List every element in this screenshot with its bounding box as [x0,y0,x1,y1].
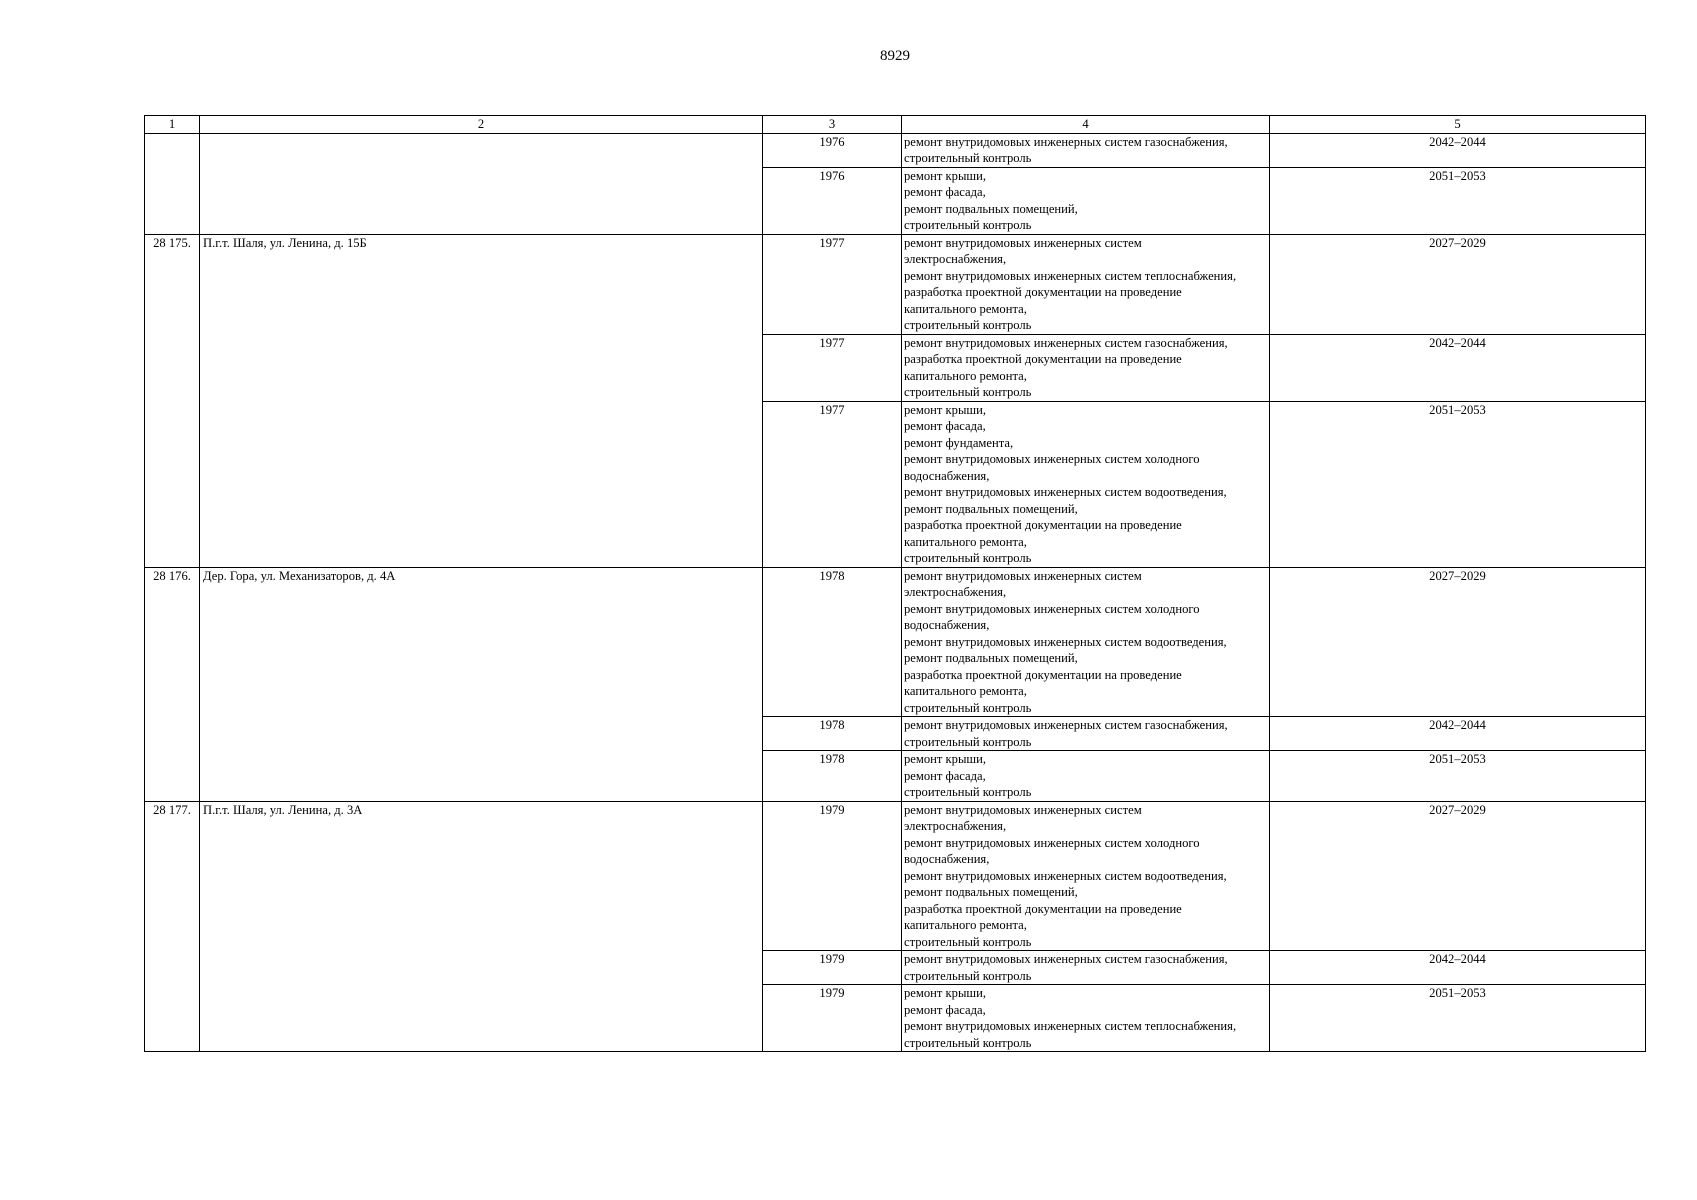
planned-period-cell: 2027–2029 [1270,567,1646,717]
work-type-line: ремонт фасада, [904,1002,986,1017]
work-type-line: строительный контроль [904,385,1032,399]
entry-number-cell [145,133,200,234]
planned-period-cell: 2042–2044 [1270,334,1646,401]
commissioning-year-cell: 1978 [763,717,902,751]
work-type-line: ремонт внутридомовых инженерных систем [904,568,1142,583]
work-types-cell [902,751,1270,802]
work-type-line: ремонт подвальных помещений, [904,501,1078,516]
entry-number-cell: 28 176. [145,567,200,801]
work-type-line: электроснабжения, [904,252,1007,266]
work-types-cell [902,951,1270,985]
work-type-line: ремонт внутридомовых инженерных систем [904,802,1142,817]
table-row [145,567,1646,717]
work-types-cell [902,334,1270,401]
commissioning-year-cell: 1977 [763,234,902,334]
column-header-5: 5 [1270,116,1646,134]
work-type-line: разработка проектной документации на проведение [904,518,1182,532]
entry-number-cell: 28 175. [145,234,200,567]
work-type-line: строительный контроль [904,968,1032,983]
work-type-line: ремонт подвальных помещений, [904,201,1078,216]
work-type-line: ремонт внутридомовых инженерных систем холодного [904,452,1200,466]
column-header-2: 2 [200,116,763,134]
column-number-row [145,116,1646,134]
commissioning-year-cell: 1976 [763,167,902,234]
work-type-line: строительный контроль [904,734,1032,749]
work-types-cell [902,801,1270,951]
work-type-line: водоснабжения, [904,618,990,632]
work-type-line: водоснабжения, [904,468,990,483]
commissioning-year-cell: 1976 [763,133,902,167]
column-header-3: 3 [763,116,902,134]
column-header-1: 1 [145,116,200,134]
work-type-line: разработка проектной документации на проведение [904,352,1182,366]
planned-period-cell: 2051–2053 [1270,985,1646,1052]
work-type-line: ремонт подвальных помещений, [904,885,1078,899]
table-row [145,234,1646,334]
commissioning-year-cell: 1978 [763,751,902,802]
entry-number-cell: 28 177. [145,801,200,1052]
work-type-line: электроснабжения, [904,819,1007,833]
work-type-line: ремонт внутридомовых инженерных систем газоснабжения, [904,335,1228,350]
work-type-line: ремонт внутридомовых инженерных систем газоснабжения, [904,952,1228,966]
work-type-line: строительный контроль [904,318,1032,332]
work-type-line: строительный контроль [904,785,1032,799]
planned-period-cell: 2042–2044 [1270,717,1646,751]
address-cell [200,133,763,234]
repair-schedule-table-wrapper [144,115,1645,1052]
planned-period-cell: 2051–2053 [1270,167,1646,234]
work-type-line: ремонт фасада, [904,419,986,433]
planned-period-cell: 2042–2044 [1270,133,1646,167]
work-type-line: разработка проектной документации на проведение [904,285,1182,299]
work-type-line: строительный контроль [904,551,1032,565]
commissioning-year-cell: 1979 [763,951,902,985]
work-type-line: капитального ремонта, [904,918,1027,932]
column-header-4: 4 [902,116,1270,134]
work-type-line: ремонт внутридомовых инженерных систем водоотведения, [904,485,1227,499]
address-cell: П.г.т. Шаля, ул. Ленина, д. 15Б [200,234,763,567]
work-type-line: строительный контроль [904,934,1032,949]
commissioning-year-cell: 1977 [763,334,902,401]
work-type-line: разработка проектной документации на проведение [904,901,1182,916]
work-type-line: ремонт крыши, [904,168,987,183]
work-types-cell [902,133,1270,167]
work-type-line: ремонт фасада, [904,185,986,199]
commissioning-year-cell: 1977 [763,401,902,567]
work-type-line: ремонт внутридомовых инженерных систем теплоснабжения, [904,1019,1237,1033]
work-type-line: строительный контроль [904,151,1032,165]
commissioning-year-cell: 1979 [763,801,902,951]
address-cell: П.г.т. Шаля, ул. Ленина, д. 3А [200,801,763,1052]
planned-period-cell: 2051–2053 [1270,401,1646,567]
work-type-line: ремонт крыши, [904,986,987,1000]
work-type-line: ремонт внутридомовых инженерных систем водоотведения, [904,634,1227,649]
planned-period-cell: 2051–2053 [1270,751,1646,802]
work-types-cell [902,401,1270,567]
work-type-line: ремонт подвальных помещений, [904,651,1078,665]
table-row [145,133,1646,167]
work-type-line: ремонт внутридомовых инженерных систем теплоснабжения, [904,268,1237,283]
table-row [145,801,1646,951]
work-type-line: строительный контроль [904,218,1032,232]
work-type-line: капитального ремонта, [904,368,1027,383]
work-type-line: ремонт внутридомовых инженерных систем газоснабжения, [904,134,1228,149]
planned-period-cell: 2027–2029 [1270,801,1646,951]
commissioning-year-cell: 1978 [763,567,902,717]
work-types-cell [902,167,1270,234]
work-types-cell [902,234,1270,334]
work-type-line: строительный контроль [904,700,1032,715]
work-type-line: ремонт внутридомовых инженерных систем водоотведения, [904,868,1227,883]
table-body [145,133,1646,1052]
work-type-line: капитального ремонта, [904,534,1027,549]
work-type-line: ремонт внутридомовых инженерных систем газоснабжения, [904,718,1228,732]
work-type-line: ремонт фасада, [904,768,986,783]
work-type-line: ремонт фундамента, [904,435,1014,450]
commissioning-year-cell: 1979 [763,985,902,1052]
work-type-line: ремонт внутридомовых инженерных систем холодного [904,835,1200,850]
work-types-cell [902,717,1270,751]
work-type-line: ремонт крыши, [904,752,987,766]
repair-schedule-table [144,115,1646,1052]
work-type-line: ремонт крыши, [904,402,987,417]
work-type-line: капитального ремонта, [904,684,1027,698]
work-types-cell [902,567,1270,717]
planned-period-cell: 2027–2029 [1270,234,1646,334]
address-cell: Дер. Гора, ул. Механизаторов, д. 4А [200,567,763,801]
page-number: 8929 [880,48,910,64]
work-type-line: ремонт внутридомовых инженерных систем [904,235,1142,250]
work-type-line: электроснабжения, [904,585,1007,599]
work-types-cell [902,985,1270,1052]
planned-period-cell: 2042–2044 [1270,951,1646,985]
work-type-line: водоснабжения, [904,852,990,866]
work-type-line: капитального ремонта, [904,301,1027,316]
work-type-line: строительный контроль [904,1035,1032,1050]
work-type-line: разработка проектной документации на проведение [904,667,1182,682]
work-type-line: ремонт внутридомовых инженерных систем холодного [904,601,1200,616]
